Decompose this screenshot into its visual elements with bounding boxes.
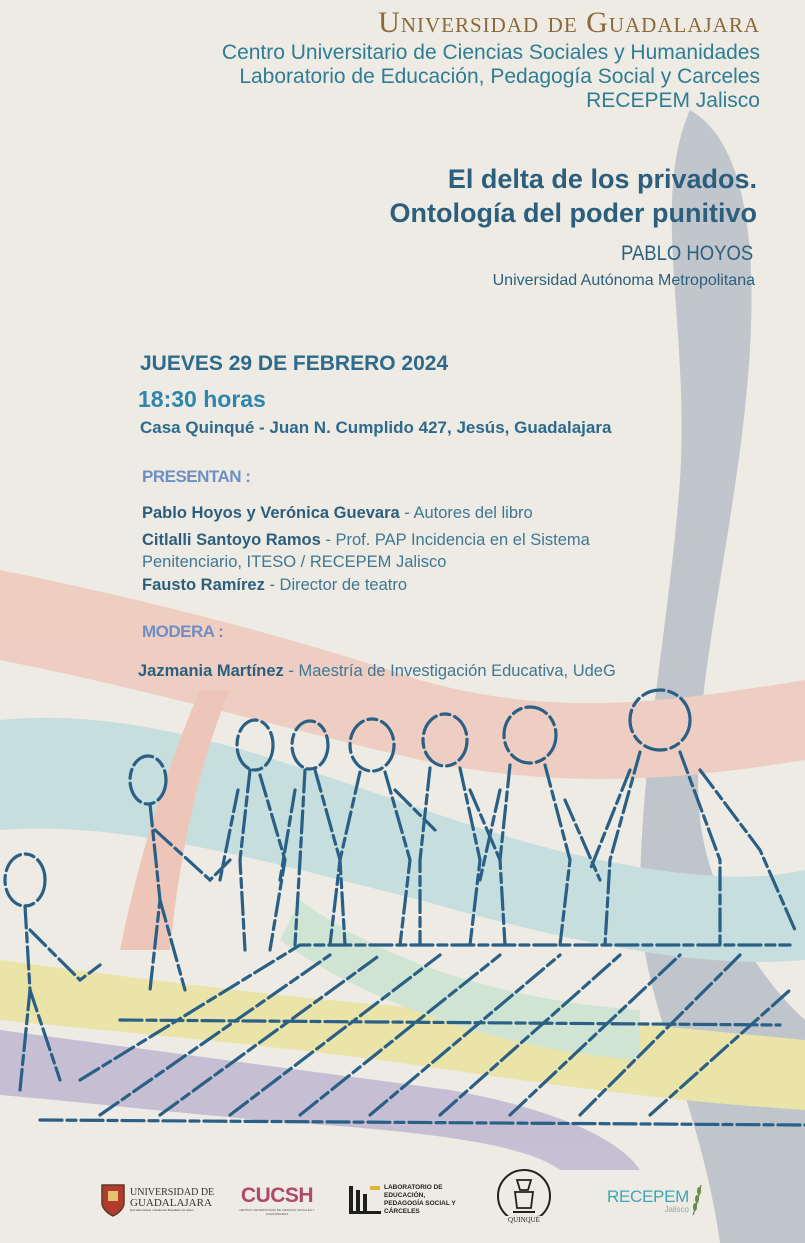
presenter-1-desc: - Autores del libro: [399, 504, 533, 522]
udg-crest-icon: [100, 1183, 126, 1217]
lab-logo-line1: LABORATORIO DE: [384, 1184, 443, 1191]
speaker-affiliation: Universidad Autónoma Metropolitana: [492, 272, 755, 289]
presenter-3-name: Fausto Ramírez: [142, 576, 265, 594]
udg-logo-line2: GUADALAJARA: [130, 1196, 212, 1209]
presenter-1: [142, 502, 533, 524]
lab-name: Laboratorio de Educación, Pedagogía Social y Carceles: [239, 65, 760, 88]
presenter-2-name: Citlalli Santoyo Ramos: [142, 531, 321, 549]
recepem-logo-text: RECEPEM: [607, 1186, 689, 1206]
recepem-name: RECEPEM Jalisco: [586, 89, 760, 112]
recepem-logo-sub: Jalisco: [664, 1204, 689, 1214]
udg-logo-line1: UNIVERSIDAD DE: [130, 1186, 215, 1198]
modera-heading: MODERA :: [142, 622, 224, 641]
event-title-line1: El delta de los privados.: [447, 164, 757, 194]
presenter-1-name: Pablo Hoyos y Verónica Guevara: [142, 504, 400, 522]
udg-logo: [100, 1170, 214, 1230]
moderator-name: Jazmania Martínez: [138, 662, 284, 680]
center-name: Centro Universitario de Ciencias Sociales y Humanidades: [221, 41, 760, 64]
event-venue: Casa Quinqué - Juan N. Cumplido 427, Jesús, Guadalajara: [140, 418, 612, 437]
recepem-logo: [607, 1170, 705, 1230]
lab-logo-line4: CÁRCELES: [384, 1208, 420, 1215]
university-name: Universidad de Guadalajara: [378, 6, 760, 39]
moderator-desc: - Maestría de Investigación Educativa, UdeG: [283, 662, 616, 680]
presentan-heading: PRESENTAN :: [142, 467, 251, 486]
presenter-2-desc: - Prof. PAP Incidencia en el Sistema: [320, 531, 590, 549]
quinque-logo-text: QUINQUÉ: [508, 1216, 540, 1224]
olive-branch-icon: [689, 1183, 705, 1217]
udg-logo-line3: Red Universitaria e Institución Benemérita de Jalisco: [130, 1207, 194, 1212]
lab-logo-line3: PEDAGOGÍA SOCIAL Y: [384, 1200, 456, 1207]
presenter-2: [142, 529, 590, 573]
event-date: JUEVES 29 DE FEBRERO 2024: [140, 352, 449, 375]
lab-logo: [348, 1170, 456, 1230]
cucsh-logo-sub: CENTRO UNIVERSITARIO DE CIENCIAS SOCIALES Y HUMANIDADES: [239, 1208, 315, 1216]
moderator: [138, 660, 616, 682]
lab-logo-line2: EDUCACIÓN,: [384, 1192, 426, 1199]
cucsh-logo: [237, 1170, 317, 1230]
event-title-line2: Ontología del poder punitivo: [389, 198, 757, 228]
lab-bars-icon: [348, 1184, 382, 1216]
presenter-3: [142, 574, 407, 596]
speaker-name: PABLO HOYOS: [620, 242, 753, 265]
cucsh-logo-text: CUCSH: [240, 1184, 314, 1207]
presenter-3-desc: - Director de teatro: [264, 576, 408, 594]
quinque-logo: [495, 1160, 553, 1232]
event-time: 18:30 horas: [138, 386, 266, 412]
presenter-2-desc-line2: Penitenciario, ITESO / RECEPEM Jalisco: [142, 553, 447, 571]
